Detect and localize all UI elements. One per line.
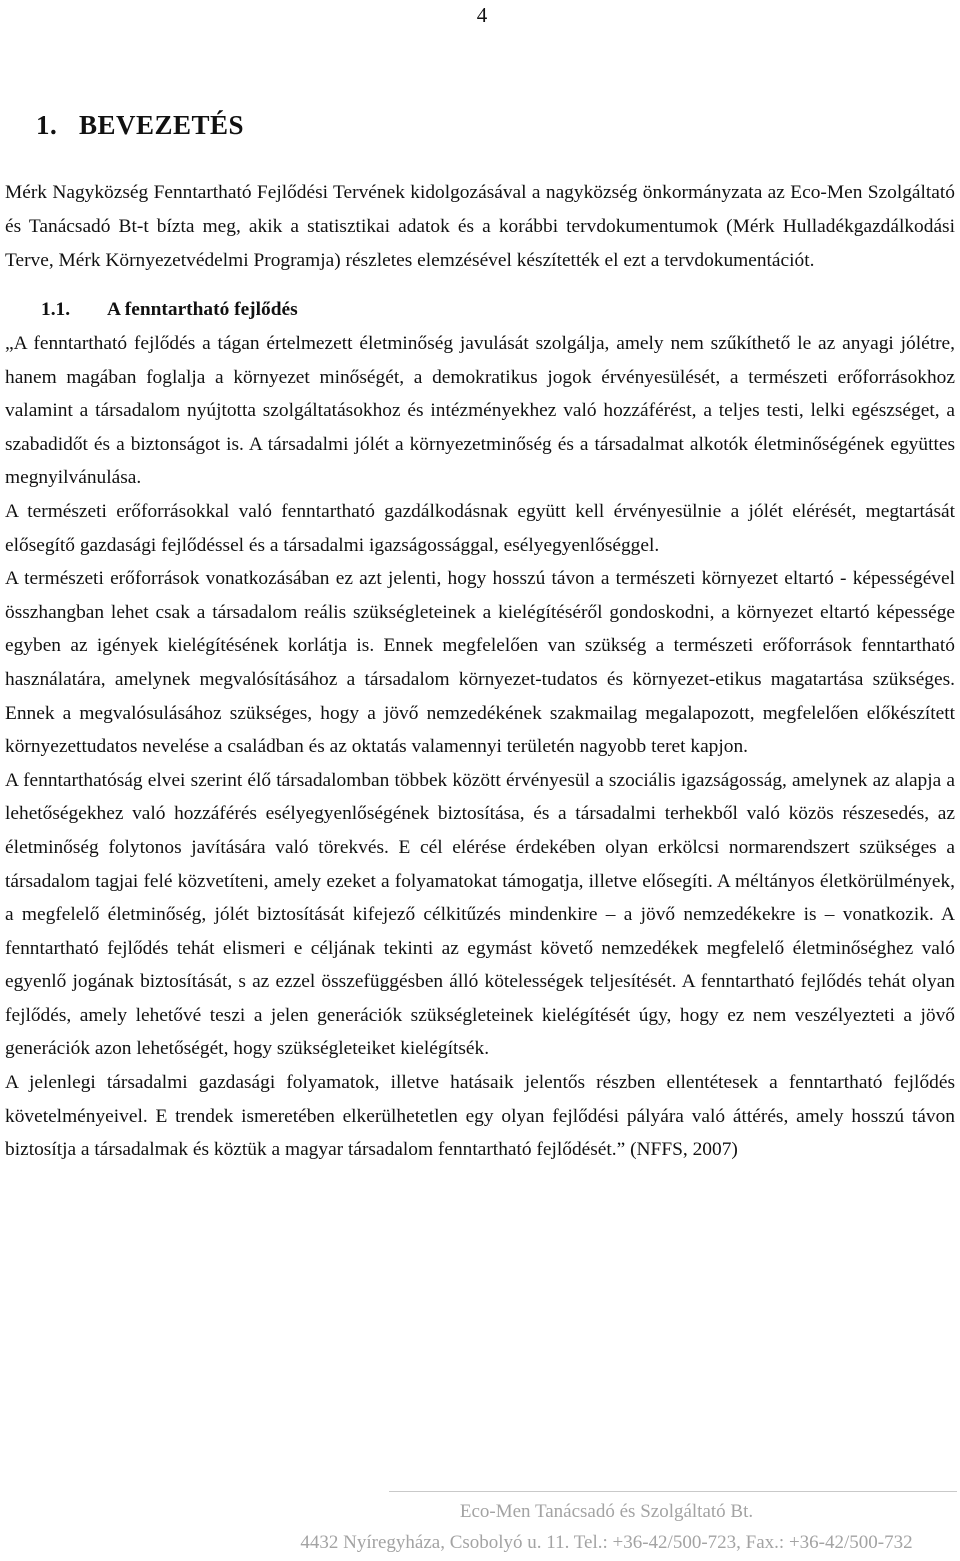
footer-address: 4432 Nyíregyháza, Csobolyó u. 11. Tel.: +36-42/500-723, Fax.: +36-42/500-732 <box>300 1532 913 1553</box>
footer-divider <box>389 1491 957 1492</box>
page-number: 4 <box>476 3 488 27</box>
body-paragraph: A fenntarthatóság elvei szerint élő társadalomban többek között érvényesül a szociális igazságosság, amelynek az alapja a lehetőségekhez való hozzáférés esélyegyenlőségének biztosítása, és a társadalmi terhekből való közös részesedés, az életminőség folytonos javítására való törekvés. E cél elérése érdekében olyan erkölcsi normarendszert szükséges a társadalom tagjai felé közvetíteni, amely ezeket a folyamatokat támogatja, illetve elősegíti. A méltányos életkörülmények, a megfelelő életminőség, jólét biztosítását kifejező célkitűzés mindenkire – a jövő nemzedékekre is – vonatkozik. A fenntartható fejlődés tehát elismeri e céljának tekinti az egymást követő nemzedékek megfelelő életminőséghez való egyenlő jogának biztosítását, s az ezzel összefüggésben álló kötelességek teljesítését. A fenntartható fejlődés tehát olyan fejlődés, amely lehetővé teszi a jelen generációk szükségleteinek kielégítését úgy, hogy ez nem veszélyezteti a jövő generációk azon lehetőségét, hogy szükségleteiket kielégítsék. <box>5 769 955 1060</box>
document-body <box>5 176 955 1167</box>
page-footer <box>253 1496 960 1558</box>
chapter-number: 1. <box>36 110 58 140</box>
footer-company: Eco-Men Tanácsadó és Szolgáltató Bt. <box>459 1501 754 1522</box>
body-paragraph: A természeti erőforrásokkal való fenntartható gazdálkodásnak együtt kell érvényesülnie a jólét elérését, megtartását elősegítő gazdasági fejlődéssel és a társadalmi igazságossággal, esélyegyenlőséggel. <box>5 500 955 556</box>
body-paragraph: A jelenlegi társadalmi gazdasági folyamatok, illetve hatásaik jelentős részben ellentétesek a fenntartható fejlődés követelményeivel. E trendek ismeretében elkerülhetetlen egy olyan fejlődési pályára való áttérés, amely hosszú távon biztosítja a társadalmak és köztük a magyar társadalom fenntartható fejlődését.” (NFFS, 2007) <box>5 1072 955 1161</box>
section-title: A fenntartható fejlődés <box>107 299 298 320</box>
body-paragraph: „A fenntartható fejlődés a tágan értelmezett életminőség javulását szolgálja, amely nem szűkíthető le az anyagi jólétre, hanem magában foglalja a környezet minőségét, a demokratikus jogok érvényesülését, a természeti erőforrásokhoz valamint a társadalom nyújtotta szolgáltatásokhoz és intézményekhez való hozzáférést, a teljes testi, lelki egészséget, a szabadidőt és a biztonságot is. A társadalmi jólét a környezetminőség és a társadalmat alkotók életminőségének együttes megnyilvánulása. <box>5 333 955 489</box>
section-heading <box>5 293 955 327</box>
body-paragraph: A természeti erőforrások vonatkozásában ez azt jelenti, hogy hosszú távon a természeti környezet eltartó - képességével összhangban lehet csak a társadalom reális szükségleteinek a kielégítéséről gondoskodni, a környezet eltartó képessége egyben az igények kielégítésének korlátja is. Ennek megfelelően van szükség a természeti erőforrások fenntartható használatára, amelynek megvalósításához a társadalom környezet-tudatos és környezet-etikus magatartása szükséges. Ennek a megvalósulásához szükséges, hogy a jövő nemzedékének szakmailag megalapozott, megfelelően előkészített környezettudatos nevelése a családban és az oktatás valamennyi területén nagyobb teret kapjon. <box>5 568 955 758</box>
intro-paragraph: Mérk Nagyközség Fenntartható Fejlődési Tervének kidolgozásával a nagyközség önkormányzata az Eco-Men Szolgáltató és Tanácsadó Bt-t bízta meg, akik a statisztikai adatok és a korábbi tervdokumentumok (Mérk Hulladékgazdálkodási Terve, Mérk Környezetvédelmi Programja) részletes elemzésével készítették el ezt a tervdokumentációt. <box>5 182 955 271</box>
section-number: 1.1. <box>41 299 71 320</box>
chapter-title-text: BEVEZETÉS <box>79 110 245 140</box>
section-text <box>5 327 955 1167</box>
chapter-title <box>36 108 244 142</box>
